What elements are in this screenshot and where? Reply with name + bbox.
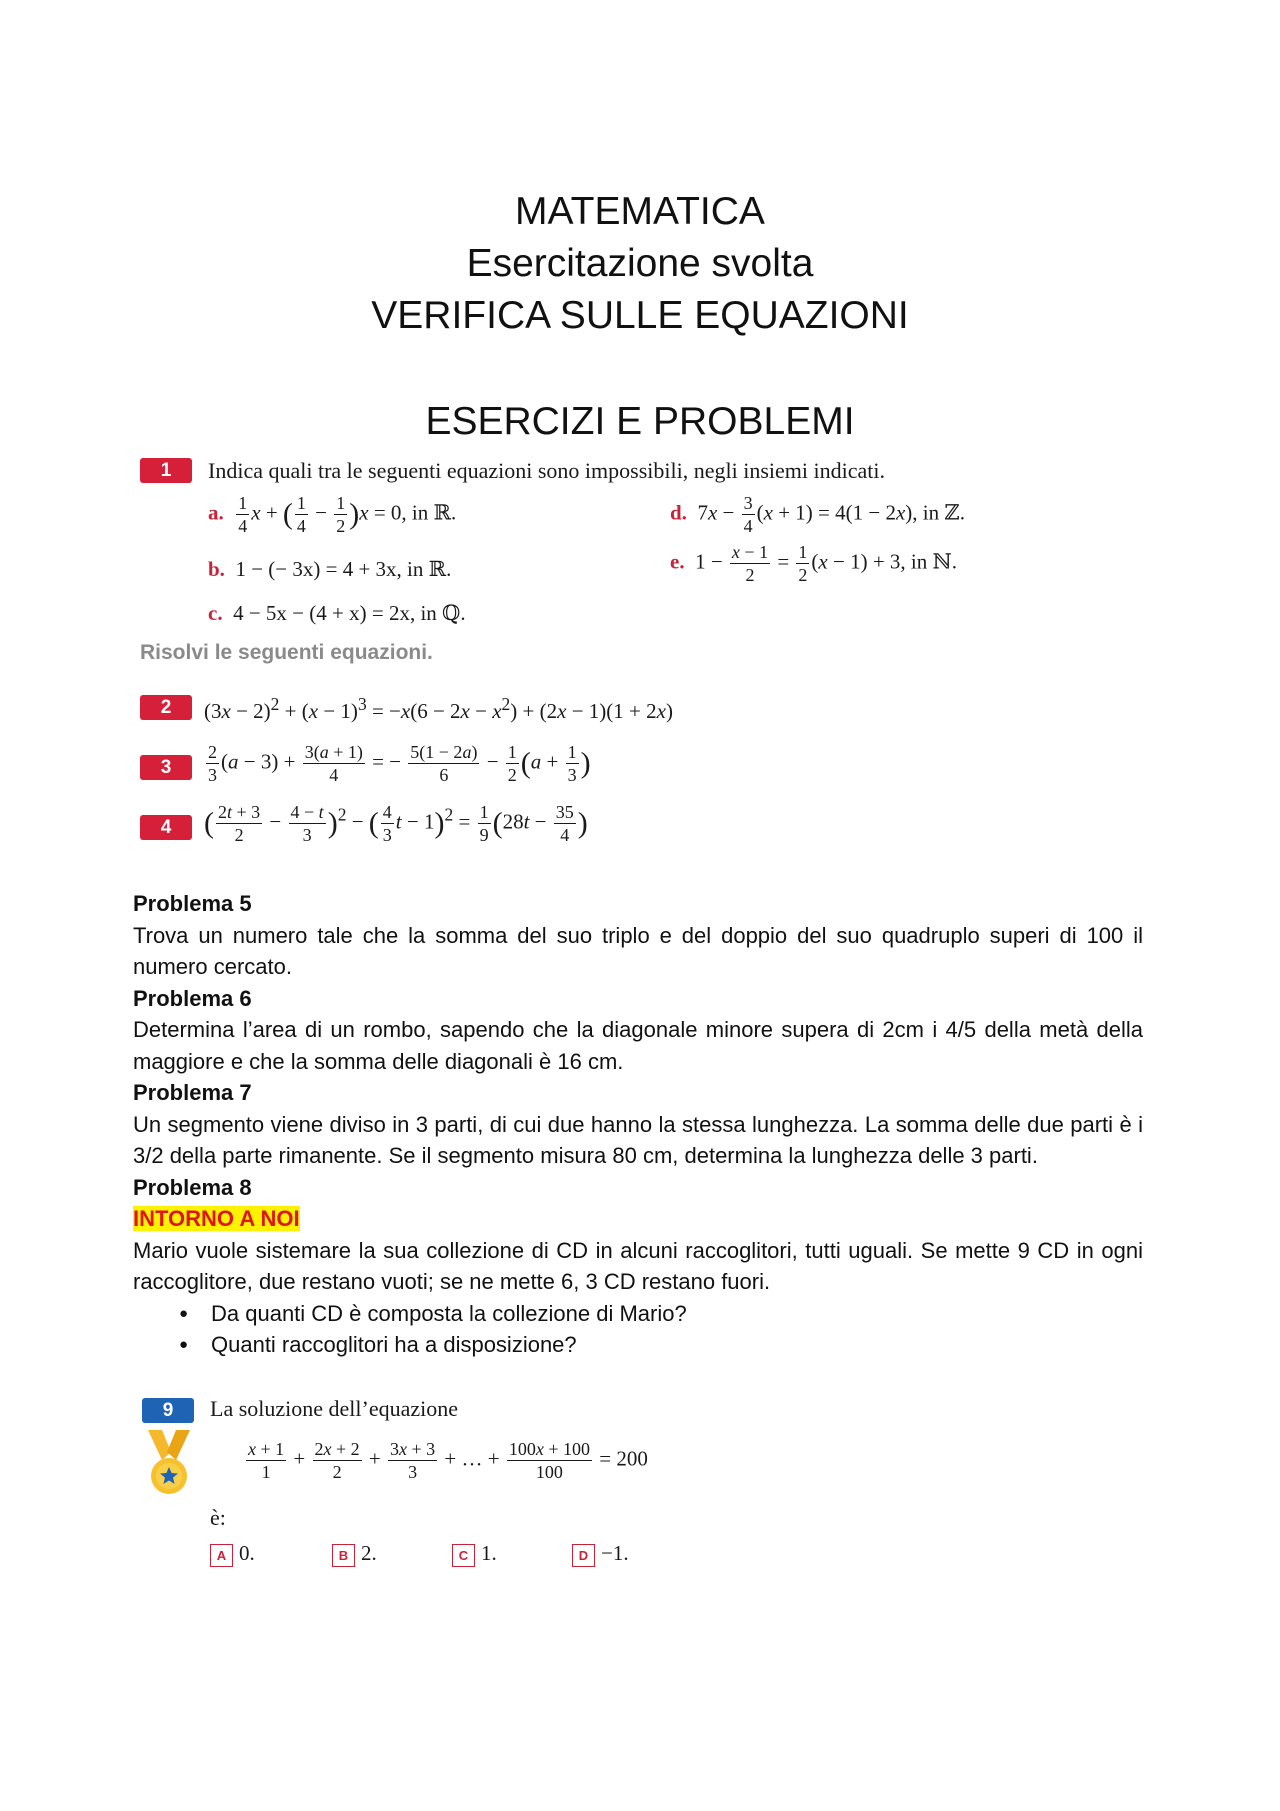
exercise-9-prompt: La soluzione dell’equazione: [210, 1396, 459, 1421]
header-subtitle: Esercitazione svolta: [466, 242, 814, 285]
item-text-b: 1 − (− 3x) = 4 + 3x, in ℝ.: [235, 557, 452, 581]
problem-8-questions: [133, 1298, 1143, 1361]
option-a-value: 0.: [239, 1541, 255, 1565]
option-d[interactable]: [572, 1541, 629, 1567]
exercise-badge-9: 9: [142, 1398, 194, 1423]
exercise-1b: [208, 557, 451, 582]
exercise-9-after: è:: [210, 1505, 226, 1530]
equation-3: $\frac{2}{3}$ (a − 3) + $\frac{3(a + 1)}{4}$ = − $\frac{5(1 - 2a)}{6}$ − $\frac{1}{2}$ (a + $\frac{1}{3}$ ): [208, 742, 591, 785]
solve-instruction: Risolvi le seguenti equazioni.: [140, 641, 433, 664]
exercise-1-prompt: Indica quali tra le seguenti equazioni sono impossibili, negli insiemi indicati.: [208, 458, 885, 483]
exercise-badge-1: 1: [140, 458, 192, 483]
item-label-e: e.: [670, 549, 685, 574]
equation-4: ( $\frac{2t + 3}{2}$ − $\frac{4 - t}{3}$ )$^2$ − ( $\frac{4}{3}$ t − 1)$^2$ = $\frac{1}{9}$ (28t − $\frac{35}{4}$ ): [204, 802, 588, 845]
set-R-a: ℝ: [433, 500, 451, 525]
item-label-a: a.: [208, 500, 224, 525]
problem-6-title: Problema 6: [133, 985, 252, 1011]
option-a-letter: A: [210, 1544, 233, 1567]
option-b-value: 2.: [361, 1541, 377, 1565]
problem-7-text: Un segmento viene diviso in 3 parti, di cui due hanno la stessa lunghezza. La somma delle due parti è i 3/2 della parte rimanente. Se il segmento misura 80 cm, determina la lunghezza delle 3 parti.: [133, 1111, 1143, 1168]
set-Z-d: ℤ: [944, 500, 960, 525]
item-label-d: d.: [670, 500, 687, 525]
option-b[interactable]: [332, 1541, 377, 1567]
medal-icon: [144, 1430, 194, 1498]
problem-5-title: Problema 5: [133, 891, 252, 916]
item-label-b: b.: [208, 557, 225, 581]
set-N-e: ℕ: [932, 549, 952, 574]
equation-2: $(3x - 2)^2 + (x - 1)^3 = -x(6 - 2x - x^2) + (2x - 1)(1 + 2x)$: [204, 694, 673, 723]
option-a[interactable]: [210, 1541, 255, 1567]
problem-8-question-2: ● Quanti raccoglitori ha a disposizione?: [181, 1329, 1143, 1361]
option-d-letter: D: [572, 1544, 595, 1567]
option-c-letter: C: [452, 1544, 475, 1567]
problem-8-tag: INTORNO A NOI: [133, 1206, 300, 1231]
exercise-1a: a. $\frac{1}{4}$ x + ( $\frac{1}{4}$ − $\frac{1}{2}$ )x = 0, in ℝ.: [208, 493, 457, 536]
header-subject: MATEMATICA: [515, 190, 765, 233]
exercise-badge-3: 3: [140, 755, 192, 780]
section-title: ESERCIZI E PROBLEMI: [425, 400, 855, 443]
option-b-letter: B: [332, 1544, 355, 1567]
item-text-c: 4 − 5x − (4 + x) = 2x, in ℚ.: [233, 601, 466, 625]
equation-9: $\frac{x + 1}{1}$ + $\frac{2x + 2}{2}$ + $\frac{3x + 3}{3}$ + … + $\frac{100x + 100}{100}$ = 200: [248, 1439, 648, 1482]
problem-7-title: Problema 7: [133, 1080, 252, 1105]
problem-5-text: Trova un numero tale che la somma del suo triplo e del doppio del suo quadruplo superi di 100 il numero cercato.: [133, 922, 1143, 979]
problem-8-text: Mario vuole sistemare la sua collezione di CD in alcuni raccoglitori, tutti uguali. Se mette 9 CD in ogni raccoglitore, due restano vuoti; se ne mette 6, 3 CD restano fuori.: [133, 1237, 1143, 1294]
problem-6-text: Determina l’area di un rombo, sapendo che la diagonale minore supera di 2cm i 4/5 della metà della maggiore e che la somma delle diagonali è 16 cm.: [133, 1017, 1143, 1074]
option-d-value: −1.: [601, 1541, 629, 1565]
header-topic: VERIFICA SULLE EQUAZIONI: [371, 294, 909, 337]
problem-8-title: Problema 8: [133, 1174, 252, 1200]
option-c-value: 1.: [481, 1541, 497, 1565]
option-c[interactable]: [452, 1541, 497, 1567]
exercise-badge-4: 4: [140, 815, 192, 840]
problem-8-question-1: ● Da quanti CD è composta la collezione di Mario?: [181, 1298, 1143, 1330]
exercise-1e: e. 1 − $\frac{x - 1}{2}$ = $\frac{1}{2}$ (x − 1) + 3, in ℕ.: [670, 542, 957, 585]
item-label-c: c.: [208, 601, 223, 625]
exercise-badge-2: 2: [140, 695, 192, 720]
exercise-1c: [208, 601, 466, 626]
exercise-1d: d. 7x − $\frac{3}{4}$ (x + 1) = 4(1 − 2x), in ℤ.: [670, 493, 965, 536]
problems-section: [133, 888, 1143, 1361]
